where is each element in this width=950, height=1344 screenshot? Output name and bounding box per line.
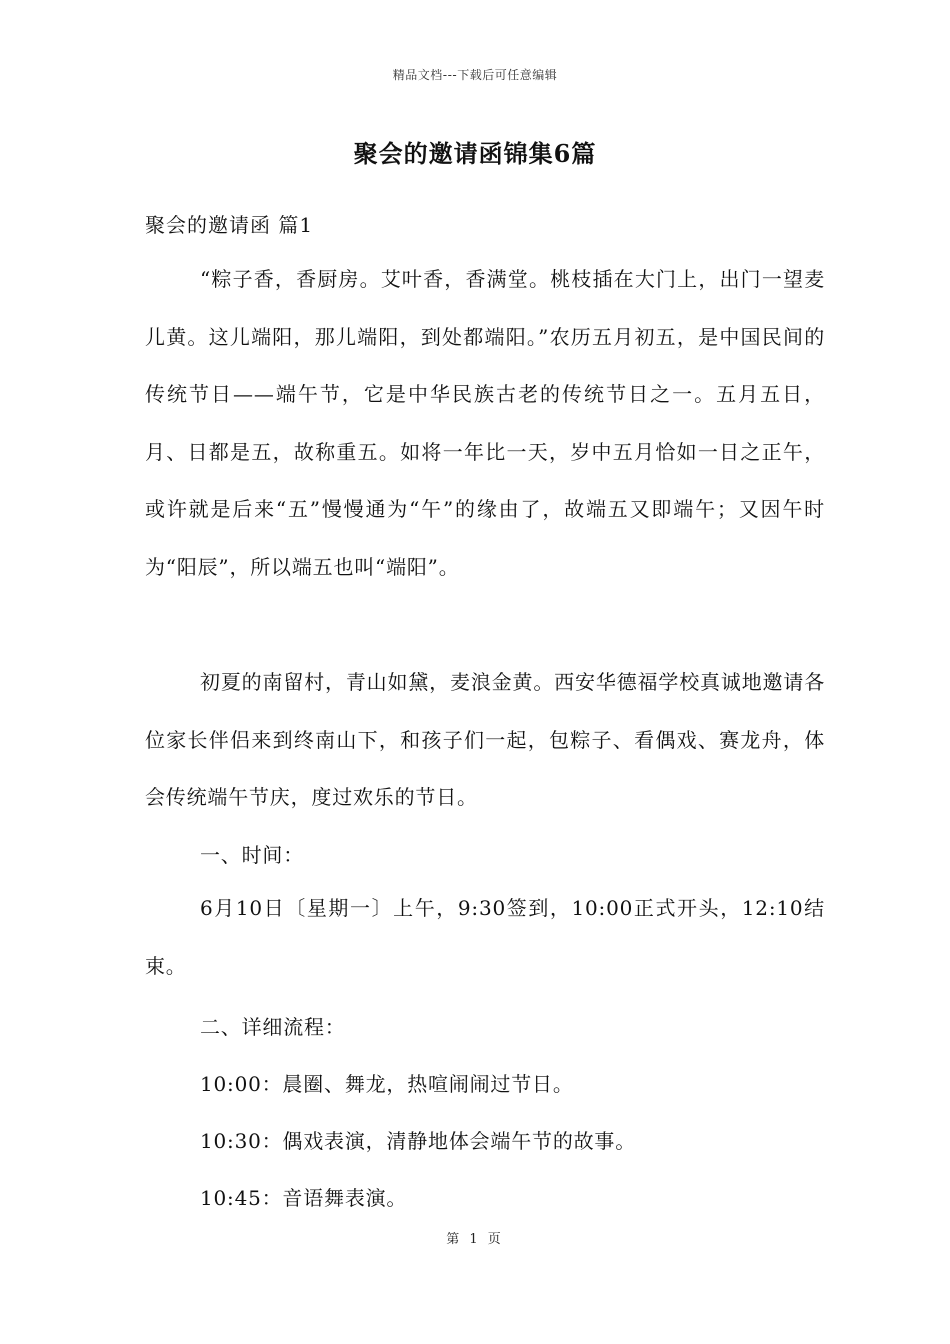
schedule-item: 10:45：音语舞表演。 [200, 1186, 408, 1210]
schedule-item: 10:30：偶戏表演，清静地体会端午节的故事。 [200, 1129, 637, 1153]
page-header: 精品文档---下载后可任意编辑 [392, 68, 558, 82]
paragraph-time: 6月10日〔星期一〕上午，9:30签到，10:00正式开头，12:10结束。 [145, 896, 825, 978]
page-number: 第 1 页 [446, 1232, 504, 1247]
schedule-item: 10:00：晨圈、舞龙，热喧闹闹过节日。 [200, 1072, 574, 1096]
flow-heading: 二、详细流程： [200, 1015, 346, 1039]
paragraph-invitation: 初夏的南留村，青山如黛，麦浪金黄。西安华德福学校真诚地邀请各位家长伴侣来到终南山下，和孩子们一起，包粽子、看偶戏、赛龙舟，体会传统端午节庆，度过欢乐的节日。 [145, 670, 825, 809]
time-heading: 一、时间： [200, 843, 304, 867]
document-title: 聚会的邀请函锦集6篇 [353, 139, 597, 168]
section-title: 聚会的邀请函 篇1 [145, 213, 314, 237]
paragraph-intro: “粽子香，香厨房。艾叶香，香满堂。桃枝插在大门上，出门一望麦儿黄。这儿端阳，那儿端阳，到处都端阳。”农历五月初五，是中国民间的传统节日——端午节，它是中华民族古老的传统节日之一。五月五日，月、日都是五，故称重五。如将一年比一天，岁中五月恰如一日之正午，或许就是后来“五”慢慢通为“午”的缘由了，故端五又即端午；又因午时为“阳辰”，所以端五也叫“端阳”。 [145, 267, 825, 579]
